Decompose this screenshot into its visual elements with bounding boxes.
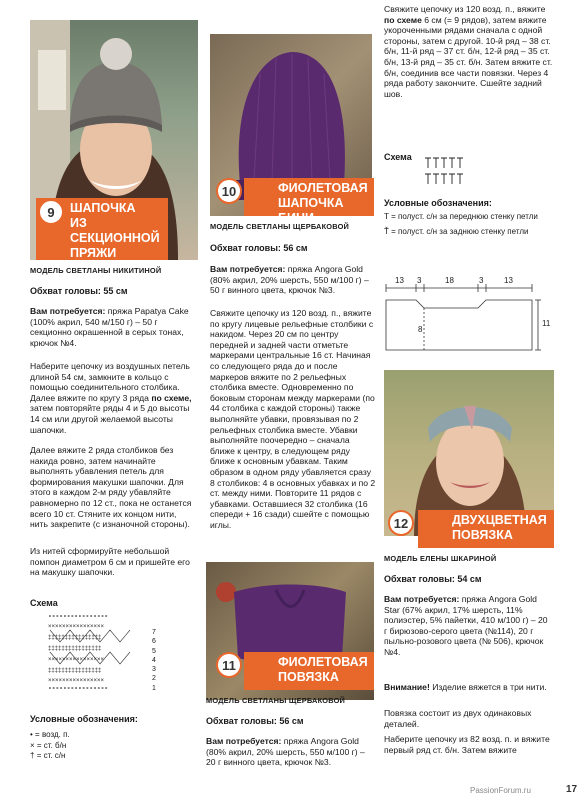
model-credit-10: МОДЕЛЬ СВЕТЛАНЫ ЩЕРБАКОВОЙ [210,222,350,231]
title-line: ФИОЛЕТОВАЯ [278,181,368,195]
model-credit-11: МОДЕЛЬ СВЕТЛАНЫ ЩЕРБАКОВОЙ [206,696,346,705]
crochet-scheme-9 [44,612,164,692]
svg-text:××××××××××××××××: ×××××××××××××××× [48,624,105,630]
svg-text:‡‡‡‡‡‡‡‡‡‡‡‡‡‡‡‡: ‡‡‡‡‡‡‡‡‡‡‡‡‡‡‡‡ [48,646,102,652]
instructions-12-p2: Наберите цепочку из 82 возд. п. и вяжите первый ряд ст. б/н. Затем вяжите [384,734,550,755]
scheme-label-11: Схема [384,152,412,162]
head-girth-9: Обхват головы: 55 см [30,286,128,296]
dim-label: 11 [542,319,551,328]
materials-10 [210,264,376,296]
paragraph-bold: по схеме [384,14,422,25]
materials-text: пряжа Angora Gold (80% акрил, 20% шерсть, 550 м/100 г) – 50 г винного цвета, крючок №3. [210,264,369,296]
title-line: ИЗ СЕКЦИОННОЙ [70,216,160,245]
title-item-10 [244,178,374,225]
title-item-11 [244,652,374,690]
single-crochet-icon: × [30,740,35,750]
paragraph: Наберите цепочку из воздушных петель длиной 54 см, замкните в кольцо с помощью соединительного столбика. Далее вяжите по кругу 3 ряда [30,361,190,403]
row-number: 2 [152,675,156,683]
svg-text:××××××××××××××××: ×××××××××××××××× [48,678,105,684]
dim-label: 18 [445,276,454,285]
title-line: ШАПОЧКА БИНИ [278,196,344,225]
legend-item: † = ст. с/н [30,751,66,760]
model-credit-9: МОДЕЛЬ СВЕТЛАНЫ НИКИТИНОЙ [30,266,162,275]
row-number: 6 [152,638,156,646]
title-line: ПОВЯЗКА [278,670,339,684]
svg-text:‡‡‡‡‡‡‡‡‡‡‡‡‡‡‡‡: ‡‡‡‡‡‡‡‡‡‡‡‡‡‡‡‡ [48,668,102,674]
materials-text: пряжа Angora Gold (80% акрил, 20% шерсть, 550 м/100 г) – 20 г винного цвета, крючок №3. [206,736,365,768]
row-number: 7 [152,629,156,636]
materials-text: пряжа Papatya Cake (100% акрил, 540 м/150 г) – 50 г секционно окрашенной в серых тонах, крючок №4. [30,306,189,348]
title-line: ПРЯЖИ [70,246,117,260]
item-number-badge: 12 [388,510,414,536]
legend-11 [384,212,554,237]
back-loop-stitch-icon: Ť [384,226,389,236]
materials-11 [206,736,374,768]
svg-text:××××××××××××××××: ×××××××××××××××× [48,657,105,663]
legend-item: • = возд. п. [30,730,70,739]
dim-label: 8 [418,325,423,334]
svg-text:∘∘∘∘∘∘∘∘∘∘∘∘∘∘∘∘: ∘∘∘∘∘∘∘∘∘∘∘∘∘∘∘∘ [48,686,109,692]
title-item-12 [418,510,554,548]
item-number-badge: 10 [216,178,242,204]
crochet-scheme-11 [422,154,472,188]
legend-item: ꓔ = полуст. с/н за переднюю стенку петли [384,212,538,221]
chain-stitch-icon: • [30,730,33,739]
page-number: 17 [566,784,578,795]
materials-text: пряжа Angora Gold Star (67% акрил, 17% шерсть, 11% полиэстер, 5% пайетки, 410 м/100 г) – 20 г бирюзово-серого цвета (№114), 20 г пыльно-розового цвета (№ 506), крючок №4. [384,594,548,657]
instructions-9-p1 [30,361,196,435]
dim-label: 13 [504,276,513,285]
paragraph-bold: по схеме, [151,392,192,403]
materials-label: Вам потребуется: [30,306,106,316]
headband-dimension-diagram [382,274,552,356]
title-line: ФИОЛЕТОВАЯ [278,655,368,669]
title-line: ШАПОЧКА [70,201,136,215]
instructions-9-p2: Далее вяжите 2 ряда столбиков без накида ровно, затем начинайте выполнять убавления петель для формирования макушки шапочки. Для этого в каждом 2-м ряду убавляйте равномерно по 12 ст., пока не останется всего 10 ст. Стяните их концом нити, нить закрепите (с изнаночной стороны). [30,445,192,530]
legend-item: Ť = полуст. с/н за заднюю стенку петли [384,226,529,236]
instructions-11 [384,4,554,99]
attention-text: Изделие вяжется в три нити. [432,682,547,692]
head-girth-10: Обхват головы: 56 см [210,243,308,253]
row-number: 5 [152,647,156,655]
legend-9 [30,730,190,762]
head-girth-12: Обхват головы: 54 см [384,574,482,584]
scheme-row-numbers-9 [152,628,156,693]
scheme-label-9: Схема [30,598,58,608]
attention-12 [384,682,552,693]
materials-label: Вам потребуется: [384,594,460,604]
legend-title-11: Условные обозначения: [384,198,492,208]
paragraph: Свяжите цепочку из 120 возд. п., вяжите [384,4,546,14]
scheme-row-top [425,158,463,168]
double-crochet-icon: † [30,751,35,760]
dim-label: 3 [417,276,422,285]
model-credit-12: МОДЕЛЬ ЕЛЕНЫ ШКАРИНОЙ [384,554,497,563]
materials-label: Вам потребуется: [210,264,286,274]
legend-item: × = ст. б/н [30,740,67,750]
legend-title-9: Условные обозначения: [30,714,138,724]
materials-label: Вам потребуется: [206,736,282,746]
materials-9 [30,306,196,348]
watermark: PassionForum.ru [470,786,531,795]
instructions-12-p1: Повязка состоит из двух одинаковых деталей. [384,708,532,729]
instructions-9-p3: Из нитей сформируйте небольшой помпон диаметром 6 см и пришейте его на макушку шапочки. [30,546,190,578]
paragraph: 6 см (= 9 рядов), затем вяжите укороченными рядами сначала с одной стороны, затем с другой. 10-й ряд – 38 ст. б/н, 11-й ряд – 37 ст. б/н, 12-й ряд – 35 ст. б/н, 13-й ряд – 35 ст. б/н. Затем вяжите ст. б/н, соединив все части повязки. Через 4 ряда работу закончите. Сшейте задний шов. [384,14,553,99]
materials-12 [384,594,552,658]
dim-label: 3 [479,276,484,285]
head-girth-11: Обхват головы: 56 см [206,716,304,726]
title-line: ДВУХЦВЕТНАЯ [452,513,547,527]
svg-text:‡‡‡‡‡‡‡‡‡‡‡‡‡‡‡‡: ‡‡‡‡‡‡‡‡‡‡‡‡‡‡‡‡ [48,635,102,641]
row-number: 3 [152,666,156,674]
row-number: 1 [152,684,156,692]
title-line: ПОВЯЗКА [452,528,513,542]
svg-text:∘∘∘∘∘∘∘∘∘∘∘∘∘∘∘∘: ∘∘∘∘∘∘∘∘∘∘∘∘∘∘∘∘ [48,614,109,620]
item-number-badge: 9 [38,199,64,225]
paragraph: затем повторяйте ряды 4 и 5 до высоты 14 см или другой желаемой высоты шапочки. [30,403,190,435]
attention-label: Внимание! [384,682,430,692]
instructions-10: Свяжите цепочку из 120 возд. п., вяжите по кругу лицевые рельефные столбики с накидом. Через 20 см по центру передней и задней части отметьте маркерами центральные 16 ст. Начиная со следующего ряда до и после маркеров вяжите по 2 рельефных столбика вместе. Одновременно по боковым сторонам между маркерами (по 44 столбика с каждой стороны) также выполняйте убавки, провязывая по 2 рельефных столбика вместе. Убавки выполняйте поочередно – сначала ближе к центру, в следующем ряду ближе к основным убавкам. Таким образом в одном ряду убавляется сразу 8 столбиков: 4 в основных убавках и по 2 ст. между ними. Повторите 11 рядов с убавками. Оставшиеся 32 столбика (16 спереди + 16 сзади) сшейте с помощью иглы. [210,308,376,530]
row-number: 4 [152,656,156,664]
dim-label: 13 [395,276,404,285]
front-loop-stitch-icon: ꓔ [384,212,389,221]
item-number-badge: 11 [216,652,242,678]
